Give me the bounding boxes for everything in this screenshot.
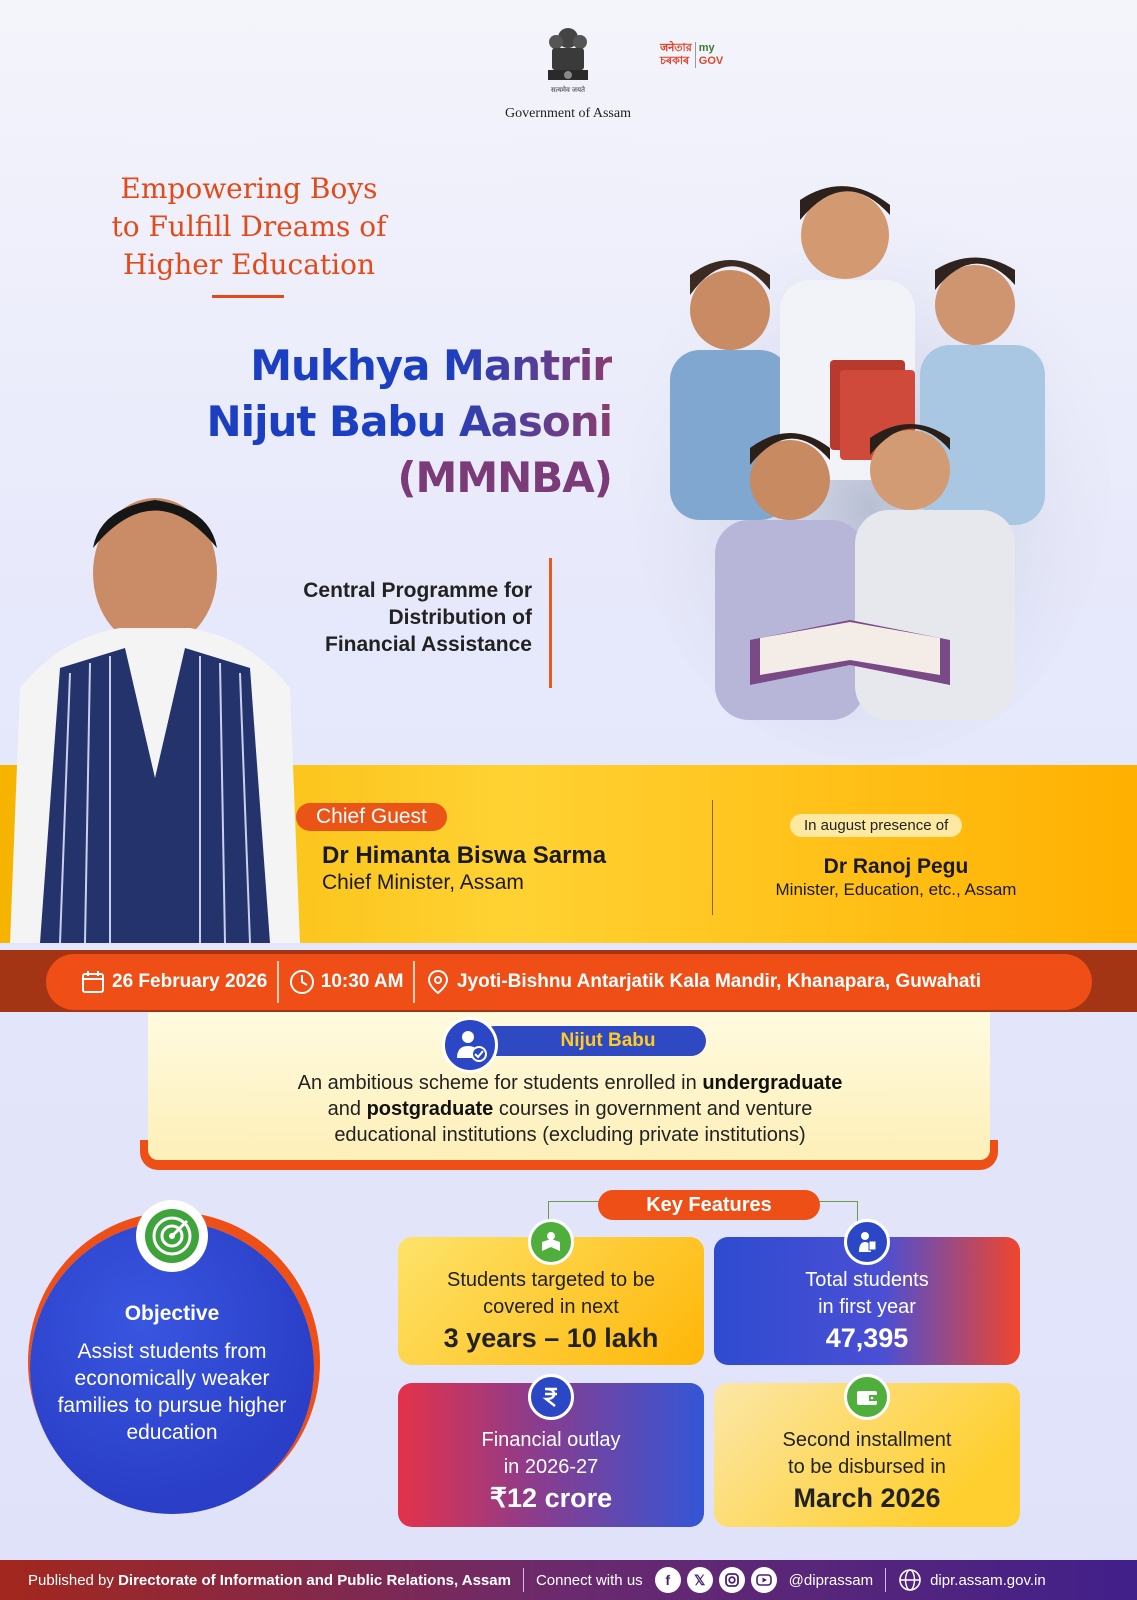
scheme-title-line1: Mukhya Mantrir bbox=[250, 338, 612, 394]
feature-text: Financial outlay bbox=[481, 1429, 621, 1451]
desc-text: An ambitious scheme for students enrolled in bbox=[297, 1072, 703, 1094]
presence-name: Dr Ranoj Pegu bbox=[823, 855, 969, 878]
calendar-icon bbox=[80, 969, 106, 995]
connect-label: Connect with us bbox=[535, 1571, 643, 1589]
feature-text: Students targeted to be bbox=[447, 1269, 655, 1291]
central-programme-line: Central Programme for bbox=[303, 579, 532, 602]
rupee-icon bbox=[528, 1374, 574, 1420]
website-link[interactable] bbox=[898, 1568, 1046, 1592]
central-programme-bar bbox=[549, 558, 552, 688]
event-venue bbox=[415, 963, 991, 1001]
tagline-line: Empowering Boys bbox=[120, 172, 378, 205]
feature-text: Total students bbox=[805, 1269, 929, 1291]
chief-guest-role: Chief Minister, Assam bbox=[322, 871, 524, 894]
globe-icon bbox=[898, 1568, 922, 1592]
scheme-acronym: (MMNBA) bbox=[397, 453, 612, 502]
partner-logo bbox=[660, 42, 744, 72]
facebook-icon[interactable]: f bbox=[655, 1567, 681, 1593]
publisher-credit bbox=[28, 1572, 511, 1589]
chief-guest-label: Chief Guest bbox=[296, 803, 447, 831]
desc-text: educational institutions (excluding private institutions) bbox=[334, 1124, 806, 1146]
wallet-icon bbox=[844, 1374, 890, 1420]
nijut-babu-title: Nijut Babu bbox=[480, 1026, 706, 1056]
presence-label: In august presence of bbox=[790, 814, 962, 837]
tagline-line: Higher Education bbox=[122, 248, 376, 281]
footer-separator bbox=[885, 1568, 886, 1592]
desc-text: and bbox=[327, 1098, 367, 1120]
emblem-motto: सत्यमेव जयते bbox=[550, 87, 586, 94]
chief-guest-name: Dr Himanta Biswa Sarma bbox=[322, 842, 607, 869]
published-by-label: Published by bbox=[28, 1571, 114, 1589]
youtube-icon[interactable] bbox=[751, 1567, 777, 1593]
student-check-icon bbox=[442, 1017, 498, 1073]
target-icon bbox=[136, 1200, 208, 1272]
reading-student-icon bbox=[528, 1219, 574, 1265]
feature-text: to be disbursed in bbox=[788, 1456, 946, 1478]
tagline-line: to Fulfill Dreams of bbox=[111, 210, 387, 243]
desc-text: courses in government and venture bbox=[493, 1098, 813, 1120]
partner-logo-my: my bbox=[698, 42, 715, 54]
partner-logo-line2: চৰকাৰ bbox=[660, 55, 690, 67]
location-pin-icon bbox=[425, 969, 451, 995]
feature-text: in 2026-27 bbox=[503, 1456, 599, 1478]
partner-logo-gov: GOV bbox=[698, 55, 724, 67]
publisher-name: Directorate of Information and Public Relations, Assam bbox=[118, 1571, 511, 1589]
feature-value: 47,395 bbox=[825, 1323, 909, 1353]
feature-text: in first year bbox=[818, 1296, 916, 1318]
partner-logo-line1: जनेতার bbox=[660, 42, 692, 54]
nijut-babu-description bbox=[190, 1070, 950, 1148]
footer bbox=[0, 1560, 1137, 1600]
key-features-title: Key Features bbox=[598, 1190, 820, 1220]
feature-value: March 2026 bbox=[793, 1483, 941, 1513]
scheme-title-line2: Nijut Babu Aasoni bbox=[207, 394, 612, 450]
chief-minister-photo bbox=[0, 478, 310, 943]
website-text[interactable]: dipr.assam.gov.in bbox=[930, 1571, 1046, 1589]
feature-text: Second installment bbox=[782, 1429, 952, 1451]
feature-value: ₹12 crore bbox=[489, 1483, 613, 1513]
event-date bbox=[46, 963, 277, 1001]
objective-text: Assist students from economically weaker families to pursue higher education bbox=[57, 1340, 287, 1444]
central-programme-line: Financial Assistance bbox=[325, 633, 532, 656]
feature-text: covered in next bbox=[483, 1296, 619, 1318]
clock-icon bbox=[289, 969, 315, 995]
guest-divider bbox=[712, 800, 713, 915]
event-details bbox=[46, 954, 1092, 1010]
desc-bold: undergraduate bbox=[702, 1072, 843, 1094]
tagline-underline bbox=[212, 295, 284, 298]
event-time bbox=[279, 963, 414, 1001]
government-label: Government of Assam bbox=[505, 106, 631, 121]
presence-role: Minister, Education, etc., Assam bbox=[775, 880, 1017, 899]
feature-value: 3 years – 10 lakh bbox=[443, 1323, 659, 1353]
desc-bold: postgraduate bbox=[366, 1098, 494, 1120]
students-illustration bbox=[620, 160, 1110, 760]
social-handle[interactable]: @diprassam bbox=[788, 1571, 874, 1589]
state-emblem-icon bbox=[542, 20, 594, 96]
event-venue-text: Jyoti-Bishnu Antarjatik Kala Mandir, Khanapara, Guwahati bbox=[456, 971, 981, 992]
instagram-icon[interactable] bbox=[719, 1567, 745, 1593]
footer-separator bbox=[523, 1568, 524, 1592]
tagline bbox=[84, 170, 414, 284]
student-book-icon bbox=[844, 1219, 890, 1265]
event-date-text: 26 February 2026 bbox=[112, 971, 268, 992]
event-time-text: 10:30 AM bbox=[320, 971, 404, 992]
x-twitter-icon[interactable]: 𝕏 bbox=[687, 1567, 713, 1593]
central-programme-line: Distribution of bbox=[388, 606, 532, 629]
objective-title: Objective bbox=[124, 1302, 220, 1325]
